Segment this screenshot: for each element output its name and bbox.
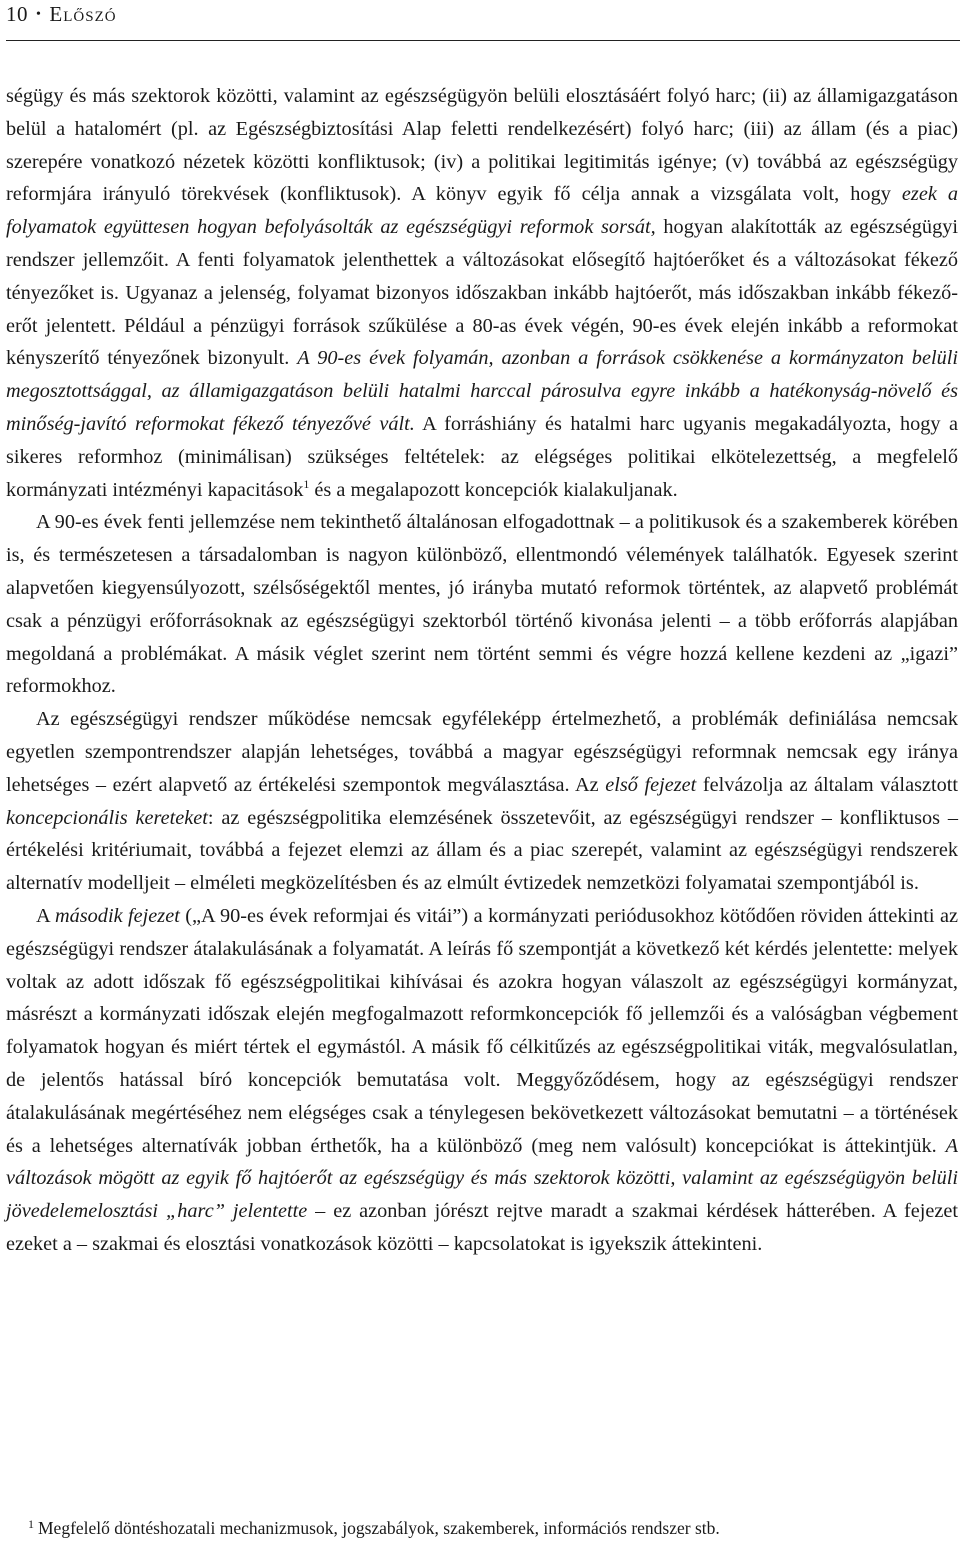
text-run: Az egészségügyi rendszer működése nemcsak egyféleképp értelmezhető, a problémák definiálása nemcsak egyetlen szempontrendszer alapján lehetséges, továbbá a magyar egészségügyi reformnak nemcsak egy iránya lehetséges – ezért alapvető az értékelési szempontok megválasztása. Az	[6, 708, 958, 796]
text-run: ségügy és más szektorok közötti, valamint az egészségügyön belüli elosztásáért folyó harc; (ii) az államigazgatáson belül a hatalomért (pl. az Egészségbiztosítási Alap feletti rendelkezésért) folyó harc; (iii) az állam (és a piac) szerepére vonatkozó nézetek közötti konfliktusok; (iv) a politikai legitimitás igénye; (v) továbbá az egészségügy reformjára irányuló törekvések (konfliktusok). A könyv egyik fő célja annak a vizsgálata volt, hogy	[6, 85, 958, 206]
italic-run: A változások mögött az egyik fő hajtóerőt az egészségügy és más szektorok közötti, valamint az egészségügyön belüli jövedelemelosztási „harc” jelentette	[6, 1134, 958, 1223]
footnote-text: Megfelelő döntéshozatali mechanizmusok, jogszabályok, szakemberek, információs rendszer stb.	[38, 1518, 720, 1538]
italic-run: ezek a folyamatok együttesen hogyan befolyásolták az egészségügyi reformok sorsát,	[6, 183, 959, 239]
section-title: Előszó	[49, 2, 117, 26]
italic-run: koncepcionális kereteket	[6, 806, 208, 829]
italic-run: első fejezet	[605, 773, 697, 796]
text-run: és a megalapozott koncepciók kialakuljanak.	[309, 478, 678, 501]
text-run: : az egészségpolitika elemzésének összetevőit, az egészségügyi rendszer – konfliktusos – értékelési kritériumait, továbbá a fejezet elemzi az állam és a piac szerepét, valamint az egészségügyi rendszerek alternatív modelljeit – elméleti megközelítésben és az elmúlt évtizedek nemzetközi folyamatai szempontjából is.	[6, 806, 958, 895]
header-rule	[6, 40, 960, 41]
header-bullet: •	[36, 7, 42, 22]
text-run: A	[36, 904, 55, 927]
italic-run: második fejezet	[54, 904, 180, 927]
text-run: felvázolja az általam választott	[696, 773, 959, 796]
paragraph	[6, 506, 958, 703]
paragraph	[6, 80, 958, 506]
running-header	[6, 0, 960, 40]
footnote-reference: 1	[303, 476, 310, 491]
footnote-mark: 1	[28, 1517, 34, 1531]
text-run: A forráshiány és hatalmi harc ugyanis megakadályozta, hogy a sikeres reformhoz (minimálisan) szükséges feltételek: az elégséges politikai elkötelezettség, a megfelelő kormányzati intézményi kapacitások	[6, 412, 958, 501]
footnote	[28, 1518, 720, 1539]
page-number: 10	[6, 2, 28, 26]
paragraph	[6, 703, 958, 900]
text-run: – ez azonban jórészt rejtve maradt a szakmai kérdések hátterében. A fejezet ezeket a – szakmai és elosztási vonatkozások közötti – kapcsolatokat is igyekszik áttekinteni.	[6, 1200, 959, 1255]
italic-run: A 90-es évek folyamán, azonban a források csökkenése a kormányzaton belüli megosztottsággal, az államigazgatáson belüli hatalmi harccal párosulva egyre inkább a hatékonyság-növelő és minőség-javító reformokat fékező tényezővé vált.	[6, 347, 958, 435]
text-run: hogyan alakították az egészségügyi rendszer jellemzőit. A fenti folyamatok jelenthettek a változásokat elősegítő hajtóerőket és a változásokat fékező tényezőket is. Ugyanaz a jelenség, folyamat bizonyos időszakban inkább hajtóerőt, más időszakban inkább fékező-erőt jelentett. Például a pénzügyi források szűkülése a 80-as évek végén, 90-es évek elején inkább a reformokat kényszerítő tényezőnek bizonyult.	[6, 216, 958, 370]
header-text	[6, 2, 117, 27]
text-run: A 90-es évek fenti jellemzése nem tekinthető általánosan elfogadottnak – a politikusok és a szakemberek körében is, és természetesen a társadalomban is nagyon különböző, ellentmondó vélemények találhatók. Egyesek szerint alapvetően kiegyensúlyozott, szélsőségektől mentes, jó irányba mutató reformok történtek, az alapvető problémát csak a pénzügyi erőforrásoknak az egészségügyi szektorból történő kivonása jelenti – a több erőforrás alapjában megoldaná a problémákat. A másik véglet szerint nem történt semmi és végre hozzá kellene kezdeni az „igazi” reformokhoz.	[6, 511, 958, 698]
paragraph	[6, 900, 958, 1261]
text-run: („A 90-es évek reformjai és vitái”) a kormányzati periódusokhoz kötődően röviden áttekinti az egészségügyi rendszer átalakulásának a folyamatát. A leírás fő szempontját a következő két kérdés jelentette: melyek voltak az adott időszak fő egészségpolitikai kihívásai és azokra hogyan válaszolt az egészségügyi kormányzat, másrészt a kormányzati időszak elején megfogalmazott reformkoncepciók fő jellemzői és a valóságban végbement folyamatok hogyan és miért tértek el egymástól. A másik fő célkitűzés az egészségpolitikai viták, megvalósulatlan, de jelentős hatással bíró koncepciók bemutatása volt. Meggyőződésem, hogy az egészségügyi rendszer átalakulásának megértéséhez nem elégséges csak a ténylegesen bekövetkezett változásokat bemutatni – a történések és a lehetséges alternatívák jobban érthetők, ha a különböző (meg nem valósult) koncepciókat is áttekintjük.	[6, 904, 958, 1157]
body-text	[6, 80, 958, 1261]
